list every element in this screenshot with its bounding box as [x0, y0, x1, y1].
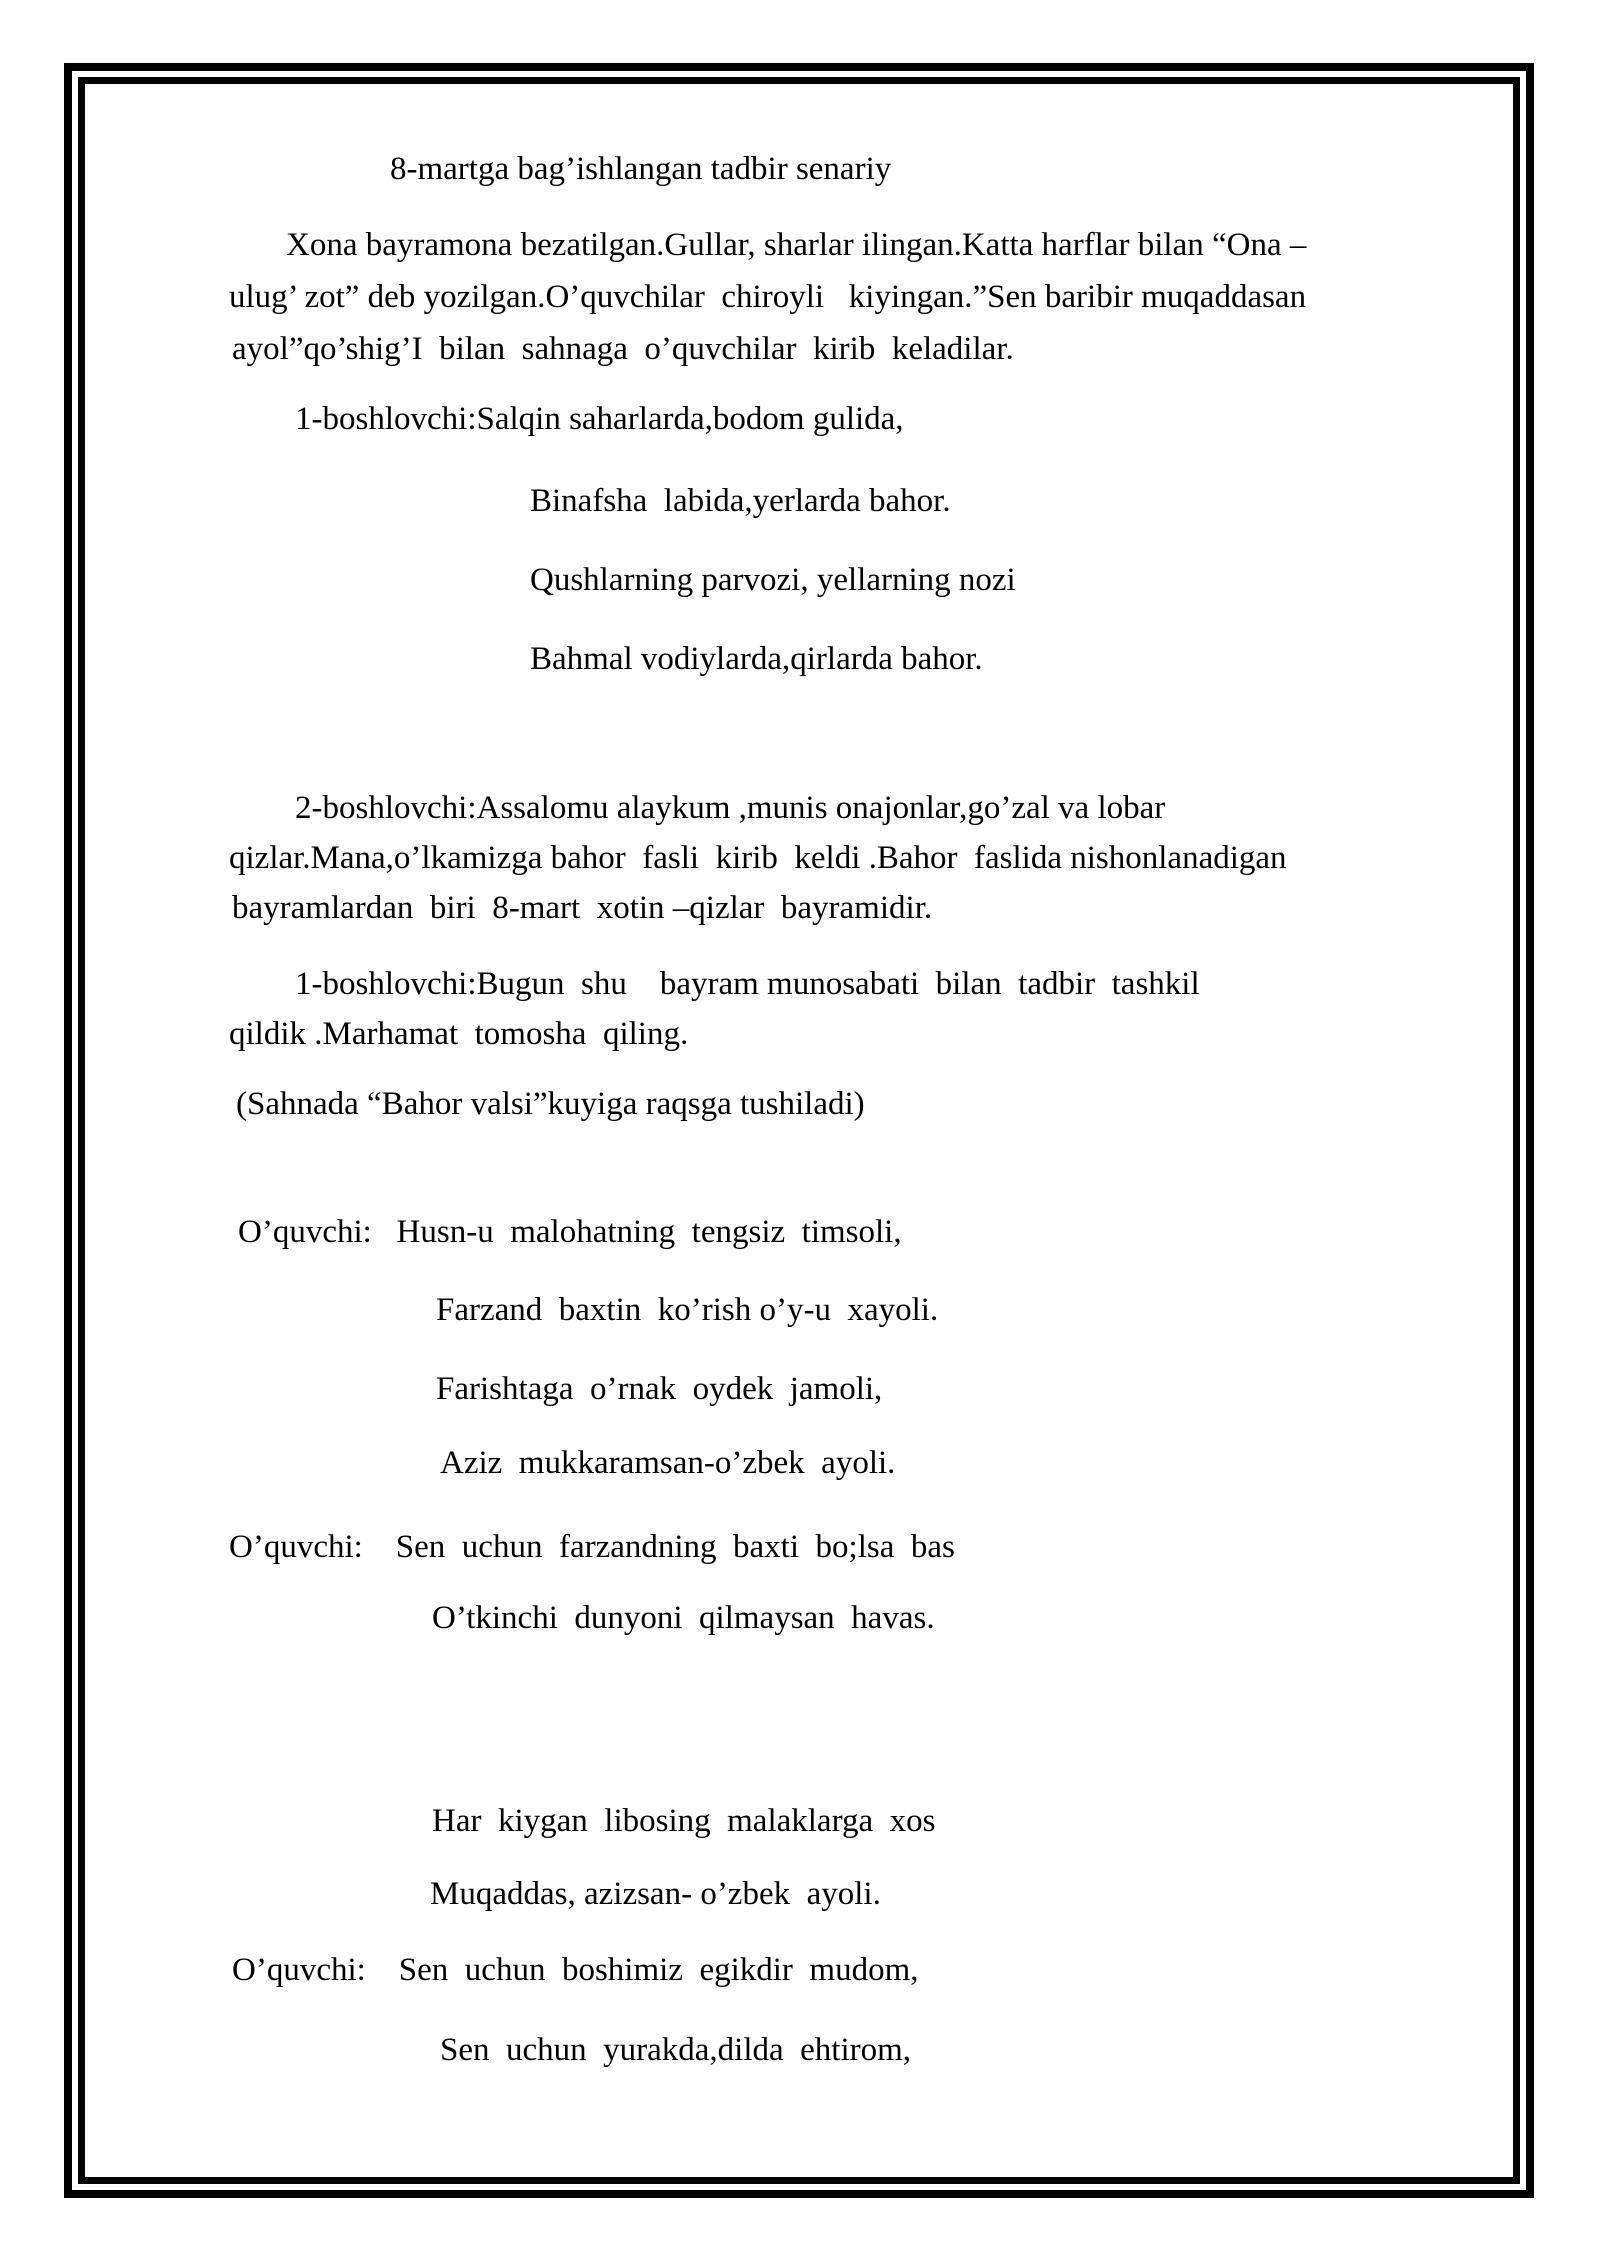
poem-line: Qushlarning parvozi, yellarning nozi: [530, 562, 1016, 598]
poem-line: Aziz mukkaramsan-o’zbek ayoli.: [440, 1445, 896, 1481]
speaker-line: O’quvchi: Sen uchun boshimiz egikdir mudom,: [232, 1952, 919, 1988]
poem-line: Har kiygan libosing malaklarga xos: [432, 1803, 936, 1839]
poem-line: Sen uchun yurakda,dilda ehtirom,: [440, 2032, 912, 2068]
poem-line: Binafsha labida,yerlarda bahor.: [530, 483, 951, 519]
poem-line: Bahmal vodiylarda,qirlarda bahor.: [530, 641, 983, 677]
paragraph-line: qildik .Marhamat tomosha qiling.: [229, 1016, 689, 1052]
paragraph-line: qizlar.Mana,o’lkamizga bahor fasli kirib keldi .Bahor faslida nishonlanadigan: [229, 840, 1287, 876]
paragraph-line: Xona bayramona bezatilgan.Gullar, sharlar ilingan.Katta harflar bilan “Ona –: [286, 227, 1307, 263]
stage-direction-line: (Sahnada “Bahor valsi”kuyiga raqsga tushiladi): [236, 1086, 865, 1122]
paragraph-line: bayramlardan biri 8-mart xotin –qizlar bayramidir.: [232, 890, 933, 926]
paragraph-line: ayol”qo’shig’I bilan sahnaga o’quvchilar kirib keladilar.: [232, 331, 1014, 367]
poem-line: Muqaddas, azizsan- o’zbek ayoli.: [430, 1876, 881, 1912]
poem-line: O’tkinchi dunyoni qilmaysan havas.: [432, 1600, 935, 1636]
poem-line: Farzand baxtin ko’rish o’y-u xayoli.: [436, 1292, 939, 1328]
speaker-line: 1-boshlovchi:Bugun shu bayram munosabati bilan tadbir tashkil: [295, 966, 1200, 1002]
document-title: 8-martga bag’ishlangan tadbir senariy: [390, 151, 892, 187]
speaker-line: 2-boshlovchi:Assalomu alaykum ,munis onajonlar,go’zal va lobar: [295, 790, 1166, 826]
speaker-line: O’quvchi: Husn-u malohatning tengsiz timsoli,: [238, 1214, 902, 1250]
speaker-line: 1-boshlovchi:Salqin saharlarda,bodom gulida,: [295, 401, 904, 437]
poem-line: Farishtaga o’rnak oydek jamoli,: [436, 1371, 883, 1407]
paragraph-line: ulug’ zot” deb yozilgan.O’quvchilar chiroyli kiyingan.”Sen baribir muqaddasan: [229, 279, 1307, 315]
page-border-inner: [78, 77, 1520, 2184]
speaker-line: O’quvchi: Sen uchun farzandning baxti bo;lsa bas: [229, 1529, 955, 1565]
